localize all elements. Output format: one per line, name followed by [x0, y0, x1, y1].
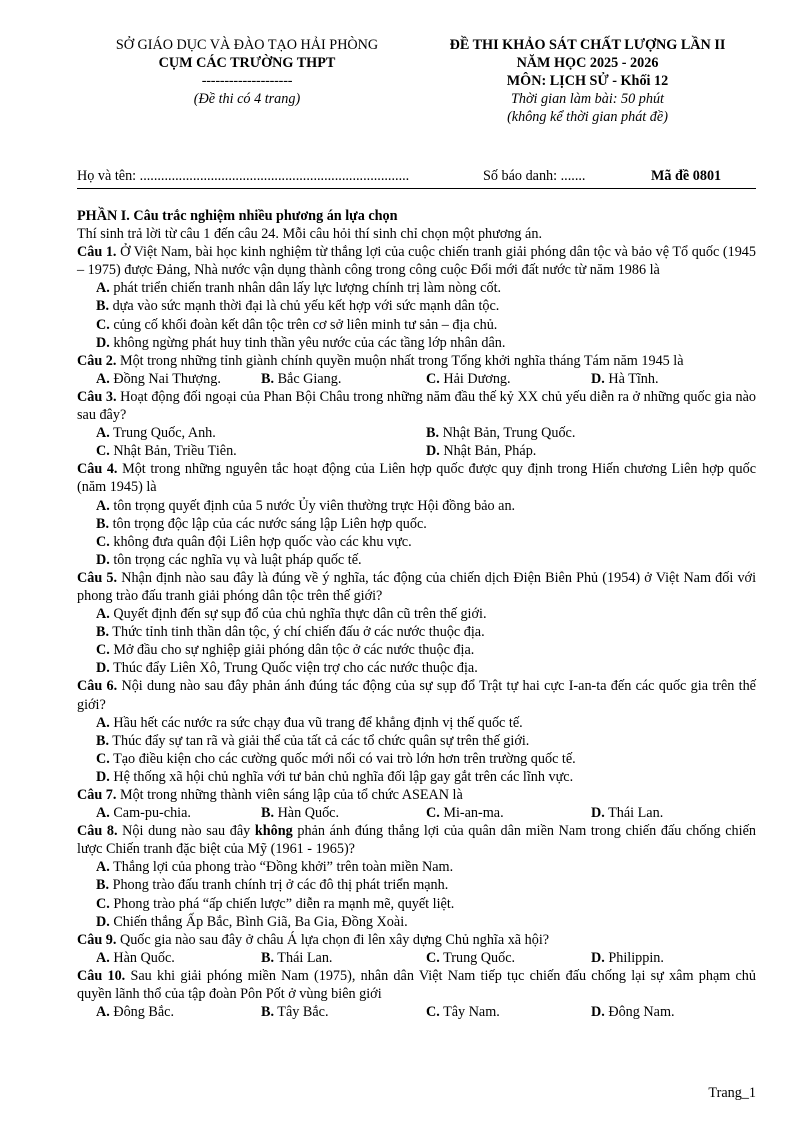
option: [77, 913, 756, 931]
question-number: Câu 10.: [77, 967, 126, 984]
option-text: Hàn Quốc.: [274, 805, 340, 822]
school-year: NĂM HỌC 2025 - 2026: [516, 55, 659, 71]
option: [96, 949, 261, 967]
option: [77, 858, 756, 876]
option-text: Hàn Quốc.: [109, 949, 175, 966]
option: [426, 804, 591, 822]
option: [591, 1003, 756, 1021]
option-text: Thúc đẩy Liên Xô, Trung Quốc viện trợ cho các nước thuộc địa.: [109, 660, 478, 677]
instruction: Thí sinh trả lời từ câu 1 đến câu 24. Mỗi câu hỏi thí sinh chỉ chọn một phương án.: [77, 226, 542, 243]
option-letter: A.: [96, 497, 110, 514]
option-text: Phong trào phá “ấp chiến lược” diễn ra mạnh mẽ, quyết liệt.: [109, 895, 455, 912]
option-text: Thái Lan.: [604, 805, 664, 822]
option: [96, 1003, 261, 1021]
option-letter: D.: [426, 443, 440, 460]
option: [77, 297, 756, 315]
option-letter: C.: [96, 750, 110, 767]
option-text: Hải Dương.: [439, 370, 511, 387]
option-text: dựa vào sức mạnh thời đại là chủ yếu kết hợp với sức mạnh dân tộc.: [109, 298, 500, 315]
option-letter: B.: [96, 624, 110, 641]
option-text: không đưa quân đội Liên hợp quốc vào các khu vực.: [109, 533, 412, 550]
option-text: Tạo điều kiện cho các cường quốc mới nổi có vai trò lớn hơn trên trường quốc tế.: [109, 750, 576, 767]
option: [77, 316, 756, 334]
question-text: Quốc gia nào sau đây ở châu Á lựa chọn đi lên xây dựng Chủ nghĩa xã hội?: [116, 931, 550, 948]
option: [77, 876, 756, 894]
option-letter: D.: [96, 913, 110, 930]
options-row: [77, 1003, 756, 1021]
option: [77, 605, 756, 623]
option: [426, 1003, 591, 1021]
option-letter: C.: [96, 443, 110, 460]
option-letter: A.: [96, 606, 110, 623]
option-text: Thắng lợi của phong trào “Đồng khởi” trên toàn miền Nam.: [109, 859, 454, 876]
option-text: Trung Quốc.: [439, 949, 516, 966]
option: [261, 1003, 426, 1021]
option: [96, 442, 426, 460]
question-number: Câu 8.: [77, 823, 118, 840]
option: [261, 370, 426, 388]
option: [77, 750, 756, 768]
option-text: Trung Quốc, Anh.: [109, 425, 216, 442]
question: [77, 677, 756, 713]
option: [591, 804, 756, 822]
option-text: Quyết định đến sự sụp đổ của chủ nghĩa thực dân cũ trên thế giới.: [109, 606, 487, 623]
options-row: [77, 804, 756, 822]
option-letter: D.: [591, 370, 605, 387]
option-text: Đông Nam.: [604, 1004, 675, 1021]
option-letter: A.: [96, 859, 110, 876]
option-text: Hầu hết các nước ra sức chạy đua vũ trang để khẳng định vị thế quốc tế.: [109, 714, 523, 731]
option-text: Thái Lan.: [274, 949, 333, 966]
question-text: phản ánh đúng thắng lợi của quân dân miền Nam trong chiến đấu chống chiến lược Chiến tranh đặc biệt của Mỹ (1961 - 1965)?: [77, 823, 756, 858]
option-letter: D.: [96, 334, 110, 351]
option: [96, 804, 261, 822]
question-number: Câu 5.: [77, 569, 118, 586]
option-text: Phong trào đấu tranh chính trị ở các đô thị phát triển mạnh.: [109, 877, 449, 894]
option: [426, 370, 591, 388]
option: [591, 949, 756, 967]
option-text: Tây Bắc.: [274, 1004, 329, 1021]
question: [77, 822, 756, 858]
option: [77, 623, 756, 641]
question: [77, 967, 756, 1003]
option-letter: B.: [96, 877, 110, 894]
department-name: SỞ GIÁO DỤC VÀ ĐÀO TẠO HẢI PHÒNG: [115, 37, 379, 53]
option-letter: C.: [426, 949, 440, 966]
option: [426, 424, 756, 442]
question: [77, 931, 756, 949]
option-text: Hệ thống xã hội chủ nghĩa với tư bản chủ nghĩa đối lập gay gắt trên các lĩnh vực.: [109, 768, 574, 785]
option: [77, 533, 756, 551]
time-note: (không kể thời gian phát đề): [507, 109, 668, 125]
question: [77, 569, 756, 605]
option-letter: A.: [96, 425, 110, 442]
option-text: Nhật Bản, Trung Quốc.: [439, 425, 576, 442]
option: [96, 370, 261, 388]
option-letter: A.: [96, 1004, 110, 1021]
student-info: [77, 166, 756, 188]
option-text: tôn trọng độc lập của các nước sáng lập Liên hợp quốc.: [109, 515, 427, 532]
option: [77, 768, 756, 786]
question-text: Một trong những tỉnh giành chính quyền muộn nhất trong Tổng khởi nghĩa tháng Tám năm 1945 là: [116, 352, 684, 369]
option-letter: C.: [96, 533, 110, 550]
option-letter: C.: [426, 370, 440, 387]
option-letter: C.: [96, 642, 110, 659]
question-text: Một trong những nguyên tắc hoạt động của Liên hợp quốc được quy định trong Hiến chương Liên hợp quốc (năm 1945) là: [77, 461, 756, 496]
option-letter: D.: [96, 551, 110, 568]
option-letter: C.: [426, 1004, 440, 1021]
option-text: Chiến thắng Ấp Bắc, Bình Giã, Ba Gia, Đồng Xoài.: [109, 913, 408, 930]
options-row: [77, 949, 756, 967]
exam-code: Mã đề 0801: [651, 168, 722, 184]
page-number: Trang_1: [708, 1085, 756, 1101]
option-letter: A.: [96, 714, 110, 731]
question-number: Câu 4.: [77, 461, 118, 478]
option-letter: A.: [96, 805, 110, 822]
header-rule: [77, 188, 756, 189]
option: [426, 949, 591, 967]
option: [77, 279, 756, 297]
option-text: Bắc Giang.: [274, 370, 342, 387]
header-divider: --------------------: [201, 73, 293, 89]
question-text: Sau khi giải phóng miền Nam (1975), nhân dân Việt Nam tiếp tục chiến đấu chống lại sự xâm phạm chủ quyền lãnh thổ của tập đoàn Pôn Pốt ở vùng biên giới: [77, 967, 756, 1003]
option-text: Đồng Nai Thượng.: [109, 370, 221, 387]
options-row: [77, 370, 756, 388]
time-limit: Thời gian làm bài: 50 phút: [510, 91, 664, 107]
option-text: Mở đầu cho sự nghiệp giải phóng dân tộc ở các nước thuộc địa.: [109, 642, 475, 659]
question-text: Nhận định nào sau đây là đúng về ý nghĩa, tác động của chiến dịch Điện Biên Phủ (1954) ở Việt Nam đối với phong trào đấu tranh giải phóng dân tộc trên thế giới?: [77, 569, 757, 604]
options-row: [77, 442, 756, 460]
option-letter: B.: [96, 732, 110, 749]
question-number: Câu 2.: [77, 352, 117, 369]
option: [77, 714, 756, 732]
exam-title: ĐỀ THI KHẢO SÁT CHẤT LƯỢNG LẦN II: [449, 37, 726, 53]
option-text: tôn trọng quyết định của 5 nước Ủy viên thường trực Hội đồng bảo an.: [109, 497, 516, 514]
question: [77, 388, 756, 424]
candidate-number-field: Số báo danh: .......: [483, 168, 586, 184]
question-number: Câu 3.: [77, 388, 117, 405]
option: [591, 370, 756, 388]
exam-page: [77, 36, 756, 1021]
option: [426, 442, 756, 460]
option-text: Đông Bắc.: [109, 1004, 175, 1021]
question-text: Hoạt động đối ngoại của Phan Bội Châu trong những năm đầu thế kỷ XX chủ yếu diễn ra ở những quốc gia nào sau đây?: [77, 388, 756, 424]
question-number: Câu 6.: [77, 678, 118, 695]
option: [77, 334, 756, 352]
school-cluster: CỤM CÁC TRƯỜNG THPT: [158, 55, 336, 71]
option-letter: B.: [261, 805, 275, 822]
option-text: Mi-an-ma.: [439, 805, 504, 822]
option-text: củng cố khối đoàn kết dân tộc trên cơ sở liên minh tư sản – địa chủ.: [109, 316, 498, 333]
option: [77, 641, 756, 659]
option-text: không ngừng phát huy tinh thần yêu nước của các tầng lớp nhân dân.: [109, 334, 506, 351]
question-number: Câu 9.: [77, 931, 117, 948]
question-number: Câu 1.: [77, 244, 117, 261]
option: [77, 551, 756, 569]
question: [77, 352, 756, 370]
option: [77, 659, 756, 677]
header-left: [77, 36, 417, 108]
option: [77, 497, 756, 515]
question-text: Một trong những thành viên sáng lập của tổ chức ASEAN là: [116, 787, 463, 803]
option-letter: C.: [96, 895, 110, 912]
question-emphasis: không: [254, 823, 293, 840]
option-letter: B.: [426, 425, 440, 442]
option: [96, 424, 426, 442]
option: [77, 515, 756, 533]
question-text: Ở Việt Nam, bài học kinh nghiệm từ thắng lợi của cuộc chiến tranh giải phóng dân tộc và bảo vệ Tổ quốc (1945 – 1975) được Đảng, Nhà nước vận dụng thành công trong công cuộc Đổi mới đất nước từ năm 1986 là: [77, 244, 756, 279]
exam-header: [77, 36, 756, 136]
subject-line: MÔN: LỊCH SỬ - Khối 12: [506, 73, 669, 89]
option-text: Hà Tĩnh.: [604, 370, 659, 387]
option-letter: D.: [96, 768, 110, 785]
option-letter: B.: [261, 949, 275, 966]
option-letter: D.: [591, 805, 605, 822]
question-number: Câu 7.: [77, 787, 117, 803]
option-text: Nhật Bản, Pháp.: [439, 443, 537, 460]
option: [77, 732, 756, 750]
option-text: Tây Nam.: [439, 1004, 500, 1021]
option: [77, 895, 756, 913]
option-letter: D.: [591, 1004, 605, 1021]
option-letter: D.: [591, 949, 605, 966]
option-letter: C.: [96, 316, 110, 333]
exam-body: [77, 207, 756, 1021]
options-row: [77, 424, 756, 442]
question-text: Nội dung nào sau đây: [117, 823, 255, 840]
option-text: phát triển chiến tranh nhân dân lấy lực lượng chính trị làm nòng cốt.: [109, 280, 502, 297]
option-letter: D.: [96, 660, 110, 677]
option-letter: A.: [96, 370, 110, 387]
section-title: PHẦN I. Câu trắc nghiệm nhiều phương án lựa chọn: [77, 208, 398, 224]
header-right: [419, 36, 756, 126]
option-text: Philippin.: [604, 949, 664, 966]
option-text: Cam-pu-chia.: [109, 805, 191, 822]
option-letter: B.: [261, 1004, 275, 1021]
question: [77, 786, 756, 804]
page-count-note: (Đề thi có 4 trang): [193, 91, 301, 107]
option: [261, 804, 426, 822]
question-text: Nội dung nào sau đây phản ánh đúng tác động của sự sụp đổ Trật tự hai cực I-an-ta đến các quốc gia trên thế giới?: [77, 678, 756, 713]
question: [77, 243, 756, 279]
option-text: Thức tỉnh tinh thần dân tộc, ý chí chiến đấu ở các nước thuộc địa.: [109, 624, 485, 641]
option-letter: A.: [96, 280, 110, 297]
option-text: tôn trọng các nghĩa vụ và luật pháp quốc tế.: [109, 551, 362, 568]
option-letter: B.: [261, 370, 275, 387]
student-name-field: Họ và tên: ............................................................................: [77, 168, 410, 184]
option-letter: C.: [426, 805, 440, 822]
option-text: Thúc đẩy sự tan rã và giải thể của tất cả các tổ chức quân sự trên thế giới.: [109, 732, 530, 749]
option: [261, 949, 426, 967]
question: [77, 460, 756, 496]
option-letter: A.: [96, 949, 110, 966]
option-letter: B.: [96, 298, 110, 315]
option-letter: B.: [96, 515, 110, 532]
option-text: Nhật Bản, Triều Tiên.: [109, 443, 237, 460]
